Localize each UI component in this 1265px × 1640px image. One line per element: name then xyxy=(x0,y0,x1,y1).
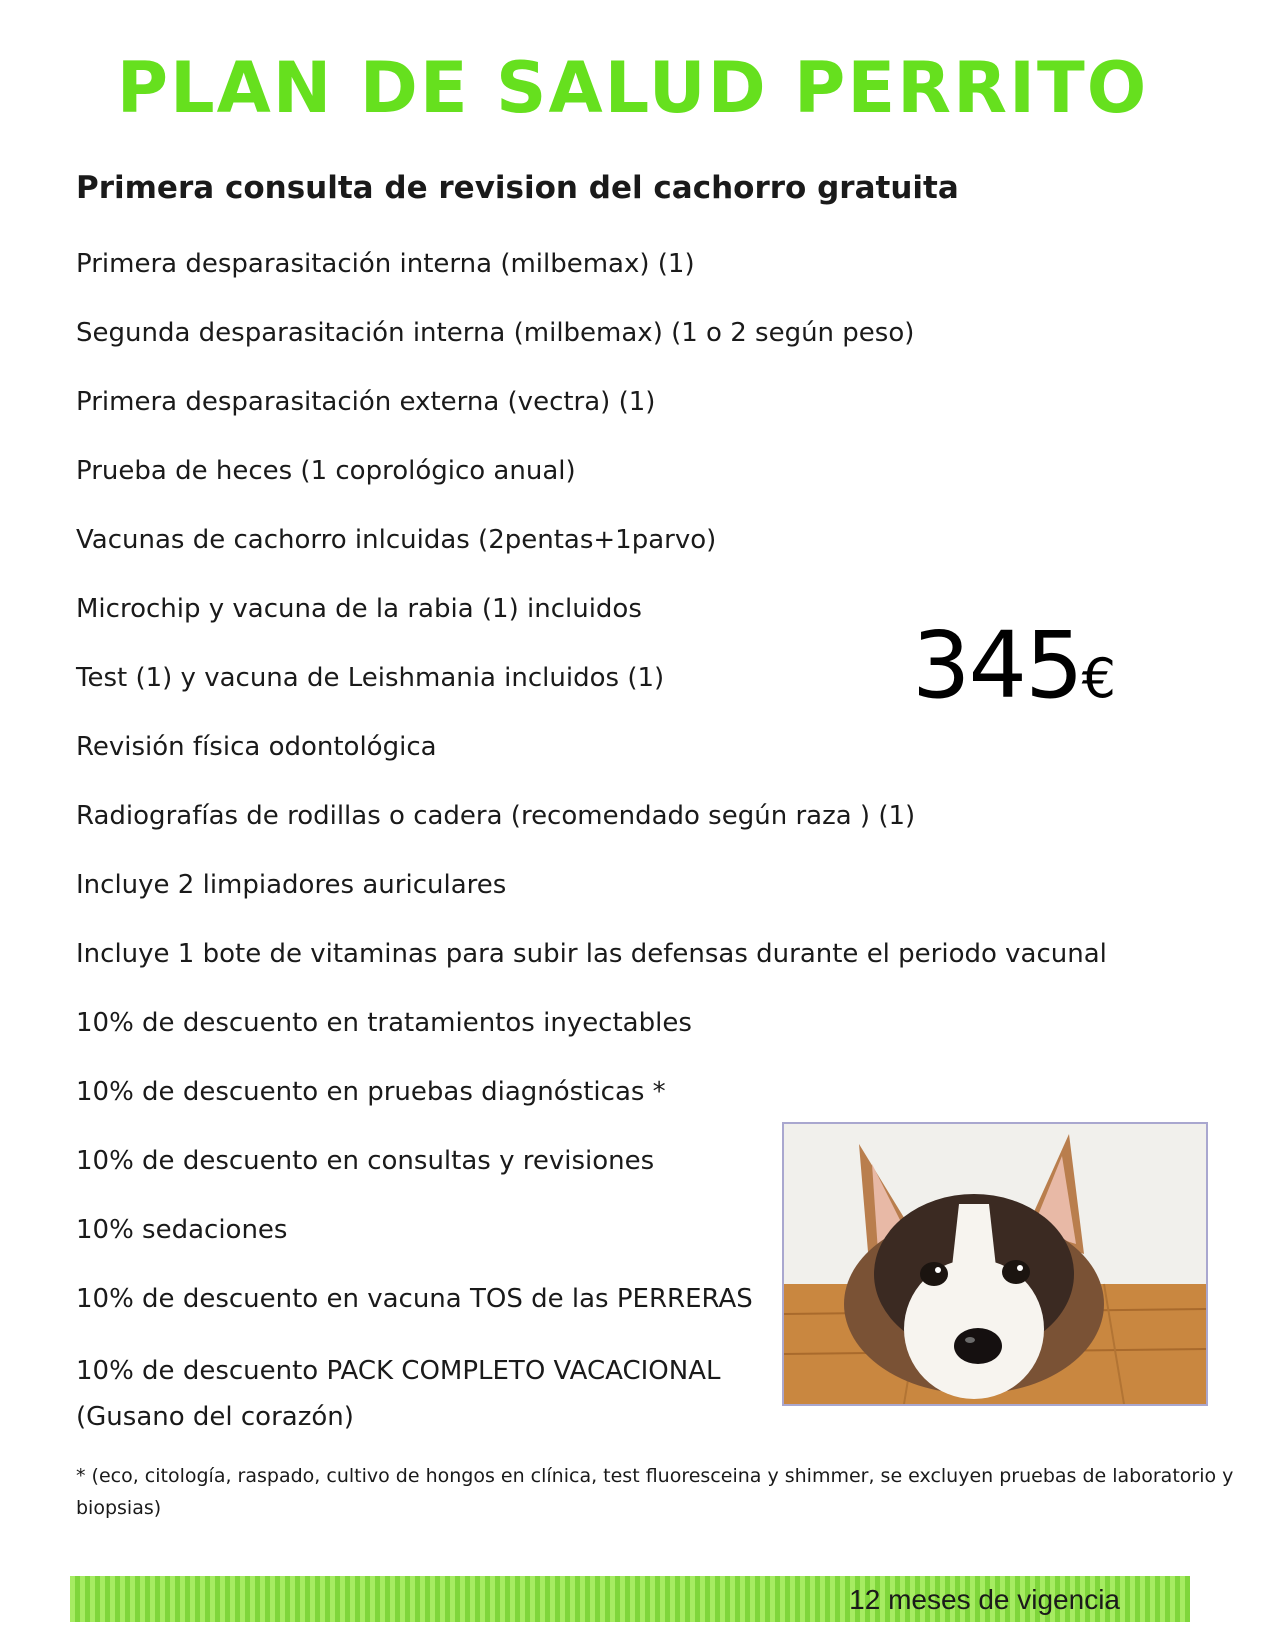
list-item: Microchip y vacuna de la rabia (1) incluidos xyxy=(76,594,642,624)
page-title: PLAN DE SALUD PERRITO xyxy=(116,47,1149,129)
list-item: Revisión física odontológica xyxy=(76,732,437,762)
footer-bar xyxy=(70,1576,1190,1622)
plan-price xyxy=(912,612,1114,729)
validity-label: 12 meses de vigencia xyxy=(849,1584,1120,1615)
list-item: 10% de descuento PACK COMPLETO VACACIONAL (Gusano del corazón) xyxy=(76,1356,721,1432)
list-item: Primera desparasitación interna (milbemax) (1) xyxy=(76,249,695,279)
list-item: Radiografías de rodillas o cadera (recomendado según raza ) (1) xyxy=(76,801,916,831)
list-item: Prueba de heces (1 coprológico anual) xyxy=(76,456,576,486)
puppy-photo xyxy=(782,1122,1208,1406)
footnote: * (eco, citología, raspado, cultivo de hongos en clínica, test fluoresceina y shimmer, se excluyen pruebas de laboratorio y biopsias) xyxy=(76,1465,1234,1519)
list-item: 10% de descuento en pruebas diagnósticas * xyxy=(76,1077,666,1107)
list-item: Segunda desparasitación interna (milbemax) (1 o 2 según peso) xyxy=(76,318,915,348)
list-item: 10% sedaciones xyxy=(76,1215,288,1245)
list-item: Vacunas de cachorro inlcuidas (2pentas+1parvo) xyxy=(76,525,717,555)
price-amount: 345 xyxy=(912,612,1082,719)
list-item: 10% de descuento en tratamientos inyectables xyxy=(76,1008,692,1038)
price-currency: € xyxy=(1081,647,1114,710)
list-item: Primera desparasitación externa (vectra) (1) xyxy=(76,387,656,417)
list-item: Test (1) y vacuna de Leishmania incluidos (1) xyxy=(76,663,665,693)
puppy-illustration xyxy=(784,1124,1206,1404)
list-item: Incluye 2 limpiadores auriculares xyxy=(76,870,507,900)
list-item: 10% de descuento en consultas y revisiones xyxy=(76,1146,655,1176)
list-item: Incluye 1 bote de vitaminas para subir las defensas durante el periodo vacunal xyxy=(76,939,1107,969)
plan-subtitle: Primera consulta de revision del cachorro gratuita xyxy=(76,170,959,206)
list-item: 10% de descuento en vacuna TOS de las PERRERAS xyxy=(76,1284,753,1314)
